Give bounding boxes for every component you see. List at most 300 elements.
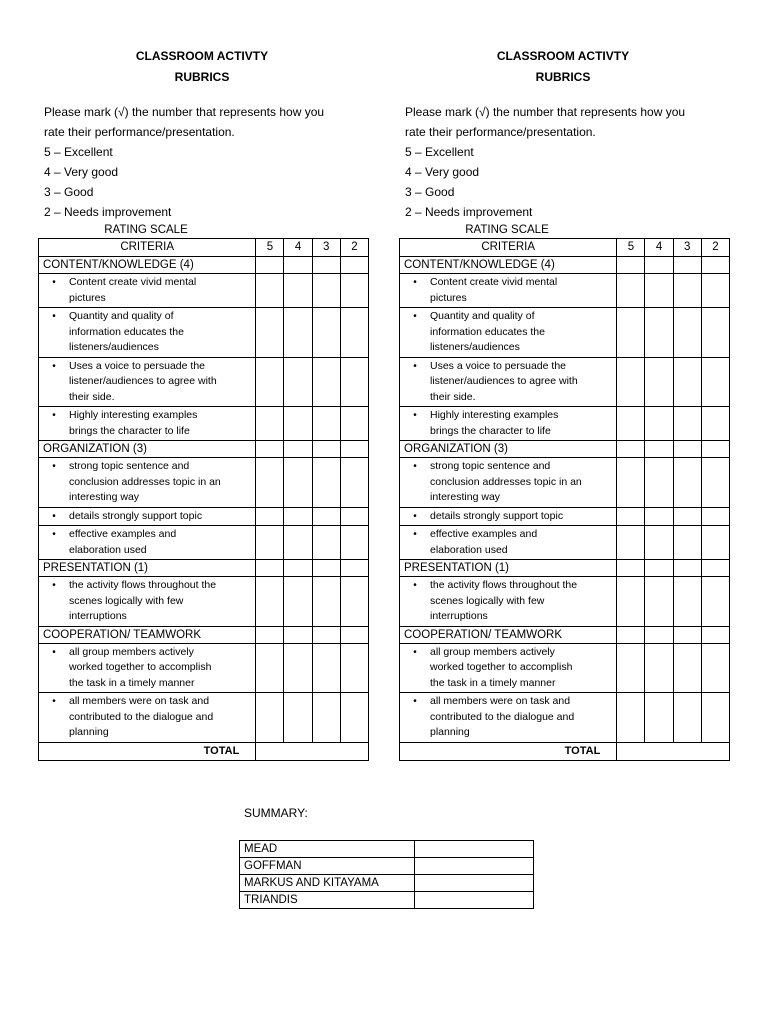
criterion-line: strong topic sentence and [430, 460, 551, 472]
criterion-line: all members were on task and [430, 695, 571, 707]
score-cell[interactable] [312, 693, 340, 743]
bullet-icon: • [413, 410, 417, 421]
criterion-cell [400, 308, 617, 358]
section-row [400, 441, 730, 458]
section-label: PRESENTATION (1) [39, 560, 256, 577]
criterion-text [430, 694, 616, 741]
criterion-line: brings the character to life [430, 424, 551, 437]
bullet-icon: • [413, 461, 417, 472]
criterion-line: all group members actively [430, 645, 555, 658]
score-cell[interactable] [673, 560, 701, 577]
score-cell[interactable] [312, 560, 340, 577]
bullet-icon: • [413, 277, 417, 288]
score-cell[interactable] [256, 626, 284, 643]
criterion-row [400, 274, 730, 308]
score-cell[interactable] [284, 308, 312, 358]
criterion-row [400, 643, 730, 693]
criterion-text [69, 309, 255, 356]
score-cell[interactable] [340, 693, 368, 743]
instruction-line: Please mark (√) the number that represents how you [405, 105, 686, 119]
score-cell[interactable] [673, 458, 701, 508]
score-cell[interactable] [340, 507, 368, 526]
score-cell[interactable] [701, 407, 729, 441]
score-cell[interactable] [701, 626, 729, 643]
score-cell[interactable] [284, 577, 312, 627]
bullet-icon: • [52, 410, 56, 421]
score-cell[interactable] [701, 274, 729, 308]
score-cell[interactable] [256, 257, 284, 274]
criterion-line: details strongly support topic [430, 509, 564, 522]
score-cell[interactable] [645, 507, 673, 526]
score-cell[interactable] [617, 560, 645, 577]
score-cell[interactable] [645, 308, 673, 358]
score-cell[interactable] [645, 560, 673, 577]
criterion-line: the task in a timely manner [69, 676, 195, 689]
criterion-item [39, 309, 255, 356]
score-cell[interactable] [312, 308, 340, 358]
criterion-cell [400, 526, 617, 560]
score-cell[interactable] [256, 274, 284, 308]
criterion-item [39, 527, 255, 558]
criterion-item [400, 509, 616, 525]
section-label: ORGANIZATION (3) [39, 441, 256, 458]
header-row [39, 239, 369, 257]
criterion-cell [400, 577, 617, 627]
bullet-icon: • [52, 580, 56, 591]
score-cell[interactable] [645, 693, 673, 743]
score-cell[interactable] [340, 407, 368, 441]
criterion-line: conclusion addresses topic in an [69, 475, 221, 488]
score-header-4: 4 [645, 239, 673, 257]
criterion-cell [39, 357, 256, 407]
criterion-line: interruptions [430, 610, 488, 622]
rubric-table [399, 238, 730, 761]
score-cell[interactable] [312, 407, 340, 441]
score-cell[interactable] [645, 257, 673, 274]
criterion-cell [400, 357, 617, 407]
score-cell[interactable] [312, 643, 340, 693]
score-cell[interactable] [673, 507, 701, 526]
summary-value-cell[interactable] [415, 858, 534, 875]
section-label: COOPERATION/ TEAMWORK [400, 626, 617, 643]
score-cell[interactable] [340, 308, 368, 358]
criterion-line: their side. [69, 390, 115, 403]
instruction-line: 3 – Good [405, 185, 455, 199]
bullet-icon: • [413, 360, 417, 372]
criterion-text [430, 275, 616, 306]
criterion-item [39, 359, 255, 406]
score-cell[interactable] [312, 526, 340, 560]
score-cell[interactable] [284, 274, 312, 308]
score-cell[interactable] [284, 693, 312, 743]
score-cell[interactable] [701, 257, 729, 274]
score-cell[interactable] [645, 407, 673, 441]
score-cell[interactable] [284, 257, 312, 274]
score-cell[interactable] [284, 407, 312, 441]
score-cell[interactable] [340, 577, 368, 627]
criterion-text [69, 694, 255, 741]
score-cell[interactable] [673, 308, 701, 358]
score-cell[interactable] [701, 507, 729, 526]
criterion-cell [400, 458, 617, 508]
total-value-cell[interactable] [617, 742, 730, 760]
criterion-item [400, 578, 616, 625]
score-cell[interactable] [701, 441, 729, 458]
score-cell[interactable] [701, 526, 729, 560]
score-cell[interactable] [701, 693, 729, 743]
criterion-text [69, 459, 255, 506]
criterion-text [69, 527, 255, 558]
score-cell[interactable] [256, 308, 284, 358]
bullet-icon: • [52, 311, 56, 322]
criterion-text [69, 578, 255, 625]
criterion-row [39, 526, 369, 560]
criterion-row [39, 643, 369, 693]
criterion-row [400, 693, 730, 743]
rubric-left [38, 46, 370, 761]
section-row [400, 626, 730, 643]
score-cell[interactable] [340, 626, 368, 643]
score-cell[interactable] [673, 626, 701, 643]
bullet-icon: • [52, 461, 56, 472]
criterion-row [39, 507, 369, 526]
criterion-cell [39, 643, 256, 693]
criterion-line: listener/audiences to agree with [430, 375, 578, 387]
score-cell[interactable] [617, 274, 645, 308]
score-cell[interactable] [340, 274, 368, 308]
total-label: TOTAL [400, 742, 617, 760]
section-label: PRESENTATION (1) [400, 560, 617, 577]
criterion-line: Quantity and quality of [69, 310, 174, 322]
section-label: ORGANIZATION (3) [400, 441, 617, 458]
score-cell[interactable] [284, 643, 312, 693]
section-row [39, 626, 369, 643]
score-cell[interactable] [617, 441, 645, 458]
instruction-line: 4 – Very good [405, 165, 480, 179]
criterion-line: pictures [430, 291, 467, 304]
bullet-icon: • [52, 360, 56, 372]
score-cell[interactable] [701, 357, 729, 407]
score-cell[interactable] [284, 357, 312, 407]
rubric-title: CLASSROOM ACTIVTY [135, 49, 269, 63]
criterion-line: Quantity and quality of [430, 310, 535, 322]
score-header-2: 2 [701, 239, 729, 257]
summary-row [240, 892, 534, 909]
criterion-item [400, 459, 616, 506]
score-cell[interactable] [617, 693, 645, 743]
score-cell[interactable] [256, 560, 284, 577]
section-row [400, 560, 730, 577]
criterion-cell [39, 577, 256, 627]
summary-name: TRIANDIS [240, 892, 415, 909]
score-cell[interactable] [284, 560, 312, 577]
criterion-line: Uses a voice to persuade the [430, 359, 566, 372]
score-cell[interactable] [256, 643, 284, 693]
criterion-line: worked together to accomplish [430, 661, 573, 673]
score-cell[interactable] [312, 257, 340, 274]
score-cell[interactable] [256, 407, 284, 441]
instruction-line: 5 – Excellent [405, 145, 474, 159]
score-cell[interactable] [645, 357, 673, 407]
criterion-text [69, 408, 255, 439]
score-header-4: 4 [284, 239, 312, 257]
criterion-row [400, 458, 730, 508]
criterion-item [39, 578, 255, 625]
criterion-row [39, 407, 369, 441]
criterion-row [39, 577, 369, 627]
criterion-line: worked together to accomplish [69, 661, 212, 673]
score-cell[interactable] [340, 357, 368, 407]
score-cell[interactable] [256, 693, 284, 743]
score-cell[interactable] [673, 257, 701, 274]
criteria-header: CRITERIA [400, 239, 617, 257]
score-cell[interactable] [312, 577, 340, 627]
score-header-3: 3 [673, 239, 701, 257]
score-cell[interactable] [284, 507, 312, 526]
bullet-icon: • [413, 696, 417, 707]
score-cell[interactable] [617, 643, 645, 693]
score-cell[interactable] [340, 458, 368, 508]
score-cell[interactable] [617, 357, 645, 407]
criterion-item [400, 527, 616, 558]
summary-row [240, 841, 534, 858]
score-header-5: 5 [617, 239, 645, 257]
score-cell[interactable] [645, 274, 673, 308]
score-cell[interactable] [312, 507, 340, 526]
score-cell[interactable] [701, 308, 729, 358]
criterion-line: strong topic sentence and [69, 460, 190, 472]
bullet-icon: • [413, 510, 417, 522]
header-row [400, 239, 730, 257]
score-cell[interactable] [617, 507, 645, 526]
criterion-cell [39, 407, 256, 441]
score-cell[interactable] [617, 626, 645, 643]
score-cell[interactable] [312, 626, 340, 643]
summary-name: MEAD [240, 841, 415, 858]
score-cell[interactable] [256, 577, 284, 627]
summary-value-cell[interactable] [415, 875, 534, 892]
rubric-right [399, 46, 731, 761]
criterion-row [400, 526, 730, 560]
instruction-line: 2 – Needs improvement [405, 205, 533, 219]
score-cell[interactable] [673, 643, 701, 693]
score-cell[interactable] [673, 577, 701, 627]
criterion-row [39, 274, 369, 308]
summary-value-cell[interactable] [415, 892, 534, 909]
criterion-line: Content create vivid mental [430, 276, 558, 288]
criterion-row [400, 308, 730, 358]
criterion-item [39, 509, 255, 525]
score-cell[interactable] [673, 407, 701, 441]
score-cell[interactable] [256, 526, 284, 560]
instruction-line: 2 – Needs improvement [44, 205, 172, 219]
criterion-row [400, 357, 730, 407]
score-cell[interactable] [645, 577, 673, 627]
section-row [39, 257, 369, 274]
score-cell[interactable] [617, 257, 645, 274]
criterion-cell [400, 693, 617, 743]
score-cell[interactable] [673, 274, 701, 308]
instruction-line: 3 – Good [44, 185, 94, 199]
criterion-line: effective examples and [69, 528, 177, 540]
criterion-cell [400, 407, 617, 441]
criterion-text [69, 275, 255, 306]
score-cell[interactable] [340, 643, 368, 693]
summary-value-cell[interactable] [415, 841, 534, 858]
criterion-line: conclusion addresses topic in an [430, 475, 582, 488]
criterion-line: interesting way [69, 491, 140, 503]
criterion-line: scenes logically with few [430, 594, 545, 607]
criterion-item [400, 309, 616, 356]
score-cell[interactable] [673, 693, 701, 743]
score-cell[interactable] [312, 274, 340, 308]
section-label: CONTENT/KNOWLEDGE (4) [400, 257, 617, 274]
score-cell[interactable] [340, 560, 368, 577]
score-cell[interactable] [256, 441, 284, 458]
section-row [400, 257, 730, 274]
criterion-item [400, 275, 616, 306]
criterion-line: brings the character to life [69, 424, 190, 437]
criterion-cell [39, 458, 256, 508]
section-label: COOPERATION/ TEAMWORK [39, 626, 256, 643]
criterion-line: elaboration used [430, 543, 508, 556]
total-value-cell[interactable] [256, 742, 369, 760]
score-cell[interactable] [673, 441, 701, 458]
score-cell[interactable] [617, 407, 645, 441]
rubric-subtitle: RUBRICS [174, 70, 230, 84]
criterion-item [400, 359, 616, 406]
bullet-icon: • [413, 311, 417, 322]
criterion-row [39, 308, 369, 358]
criterion-item [400, 408, 616, 439]
rubric-subtitle: RUBRICS [535, 70, 591, 84]
criterion-line: effective examples and [430, 528, 538, 540]
rating-scale-label: RATING SCALE [104, 224, 188, 236]
score-cell[interactable] [701, 458, 729, 508]
criterion-text [430, 309, 616, 356]
criterion-line: contributed to the dialogue and [430, 710, 575, 723]
criterion-row [400, 507, 730, 526]
criterion-cell [400, 274, 617, 308]
bullet-icon: • [413, 529, 417, 540]
score-cell[interactable] [617, 308, 645, 358]
score-cell[interactable] [256, 458, 284, 508]
score-cell[interactable] [701, 560, 729, 577]
criterion-line: listener/audiences to agree with [69, 375, 217, 387]
summary-name: GOFFMAN [240, 858, 415, 875]
rubric-title: CLASSROOM ACTIVTY [496, 49, 630, 63]
score-cell[interactable] [284, 441, 312, 458]
criterion-text [430, 527, 616, 558]
criterion-line: all group members actively [69, 645, 194, 658]
bullet-icon: • [413, 580, 417, 591]
criterion-line: Uses a voice to persuade the [69, 359, 205, 372]
rating-instructions [399, 102, 731, 222]
score-cell[interactable] [701, 577, 729, 627]
score-cell[interactable] [645, 643, 673, 693]
criterion-line: elaboration used [69, 543, 147, 556]
criterion-text [69, 645, 255, 692]
score-cell[interactable] [617, 526, 645, 560]
bullet-icon: • [52, 696, 56, 707]
score-cell[interactable] [340, 526, 368, 560]
score-cell[interactable] [645, 441, 673, 458]
score-cell[interactable] [617, 577, 645, 627]
instruction-line: 5 – Excellent [44, 145, 113, 159]
instruction-line: Please mark (√) the number that represents how you [44, 105, 325, 119]
criterion-line: information educates the [430, 325, 545, 338]
score-cell[interactable] [284, 626, 312, 643]
criterion-line: listeners/audiences [430, 341, 520, 353]
criterion-line: Highly interesting examples [69, 409, 198, 421]
instruction-line: rate their performance/presentation. [405, 125, 596, 139]
total-label: TOTAL [39, 742, 256, 760]
rubric-table [38, 238, 369, 761]
criteria-header: CRITERIA [39, 239, 256, 257]
criterion-line: pictures [69, 291, 106, 304]
score-cell[interactable] [312, 458, 340, 508]
criterion-line: Highly interesting examples [430, 409, 559, 421]
score-cell[interactable] [645, 458, 673, 508]
score-cell[interactable] [340, 257, 368, 274]
criterion-row [39, 693, 369, 743]
score-cell[interactable] [256, 357, 284, 407]
score-cell[interactable] [340, 441, 368, 458]
criterion-item [400, 694, 616, 741]
criterion-line: details strongly support topic [69, 509, 203, 522]
criterion-line: planning [69, 726, 109, 738]
criterion-row [39, 458, 369, 508]
criterion-line: listeners/audiences [69, 341, 159, 353]
score-cell[interactable] [284, 526, 312, 560]
instruction-line: 4 – Very good [44, 165, 119, 179]
criterion-line: all members were on task and [69, 695, 210, 707]
score-cell[interactable] [645, 526, 673, 560]
criterion-line: their side. [430, 390, 476, 403]
score-cell[interactable] [645, 626, 673, 643]
criterion-text [430, 645, 616, 692]
criterion-cell [39, 526, 256, 560]
bullet-icon: • [52, 510, 56, 522]
score-cell[interactable] [673, 526, 701, 560]
criterion-line: interesting way [430, 491, 501, 503]
criterion-line: information educates the [69, 325, 184, 338]
summary-row [240, 875, 534, 892]
score-cell[interactable] [312, 357, 340, 407]
section-row [39, 560, 369, 577]
summary-name: MARKUS AND KITAYAMA [240, 875, 415, 892]
criterion-text [430, 578, 616, 625]
criterion-cell [400, 643, 617, 693]
criterion-cell [400, 507, 617, 526]
score-cell[interactable] [673, 357, 701, 407]
criterion-text [69, 359, 255, 406]
score-cell[interactable] [701, 643, 729, 693]
score-cell[interactable] [617, 458, 645, 508]
criterion-line: planning [430, 726, 470, 738]
score-header-5: 5 [256, 239, 284, 257]
criterion-row [400, 407, 730, 441]
criterion-item [39, 408, 255, 439]
criterion-text [430, 459, 616, 506]
score-cell[interactable] [256, 507, 284, 526]
criterion-text [69, 509, 255, 525]
total-row [400, 742, 730, 760]
summary-label: SUMMARY: [244, 806, 308, 820]
score-cell[interactable] [284, 458, 312, 508]
score-cell[interactable] [312, 441, 340, 458]
criterion-row [39, 357, 369, 407]
